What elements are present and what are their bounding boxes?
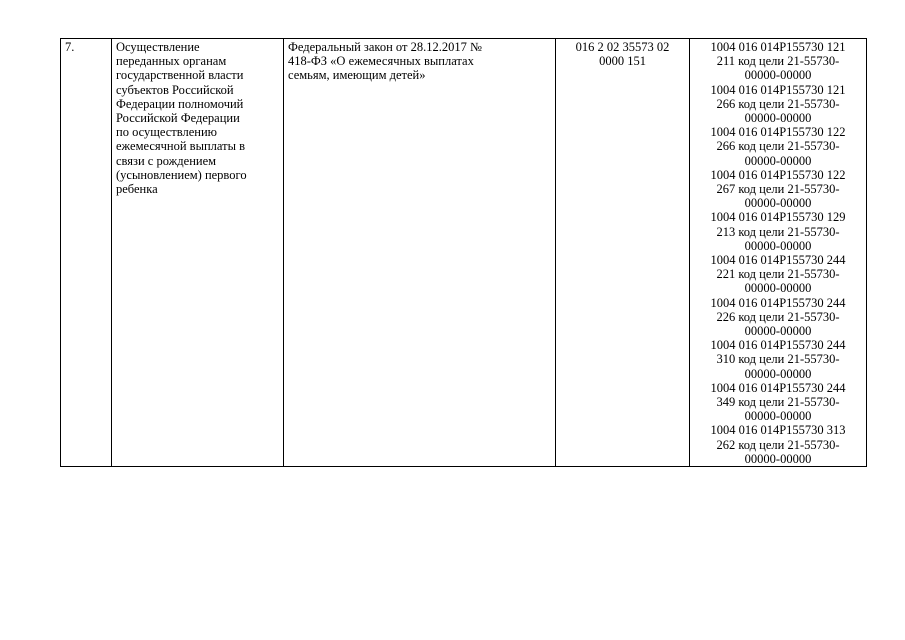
budget-code-line: 266 код цели 21-55730- [716, 96, 840, 111]
budget-code-line: 00000-00000 [744, 238, 812, 253]
budget-code-line: 221 код цели 21-55730- [716, 267, 840, 282]
table-row [61, 39, 867, 467]
law-line: 418-ФЗ «О ежемесячных выплатах [288, 54, 474, 69]
budget-code-line: 226 код цели 21-55730- [716, 309, 840, 324]
budget-code-line: 1004 016 014P155730 129 [710, 210, 846, 225]
description-line: Осуществление [116, 40, 200, 54]
description-line: переданных органам [116, 54, 227, 69]
budget-code-line: 1004 016 014P155730 244 [710, 253, 846, 268]
budget-code-line: 1004 016 014P155730 244 [710, 295, 846, 310]
kbk-cell [556, 39, 690, 467]
law-line: Федеральный закон от 28.12.2017 № [288, 40, 482, 54]
description-line: (усыновлением) первого [116, 167, 247, 182]
budget-code-line: 1004 016 014P155730 121 [710, 40, 846, 54]
budget-code-line: 1004 016 014P155730 244 [710, 380, 846, 395]
description-line: по осуществлению [116, 125, 217, 140]
budget-code-entry [694, 168, 862, 211]
row-number-cell [61, 39, 112, 467]
budget-code-entry [694, 338, 862, 381]
budget-code-line: 1004 016 014P155730 122 [710, 125, 846, 140]
budget-code-line: 211 код цели 21-55730- [716, 54, 840, 69]
description-line: Российской Федерации [116, 111, 240, 126]
budget-code-line: 1004 016 014P155730 121 [710, 82, 846, 97]
description-line: связи с рождением [116, 153, 217, 168]
budget-code-line: 267 код цели 21-55730- [716, 182, 840, 197]
budget-code-line: 00000-00000 [744, 68, 812, 83]
budget-code-entry [694, 253, 862, 296]
budget-code-line: 00000-00000 [744, 409, 812, 424]
budget-code-line: 00000-00000 [744, 451, 812, 466]
budget-codes-cell [690, 39, 867, 467]
description-line: субъектов Российской [116, 82, 234, 97]
budget-code-line: 349 код цели 21-55730- [716, 395, 840, 410]
budget-code-line: 00000-00000 [744, 153, 812, 168]
budget-code-line: 262 код цели 21-55730- [716, 437, 840, 452]
budget-code-line: 00000-00000 [744, 324, 812, 339]
row-number: 7. [65, 40, 75, 54]
budget-code-line: 1004 016 014P155730 122 [710, 167, 846, 182]
budget-code-line: 1004 016 014P155730 313 [710, 423, 846, 438]
kbk-line: 0000 151 [599, 54, 646, 69]
budget-code-entry [694, 423, 862, 466]
budget-code-line: 00000-00000 [744, 196, 812, 211]
budget-code-line: 310 код цели 21-55730- [716, 352, 840, 367]
description-line: ежемесячной выплаты в [116, 139, 246, 154]
description-line: ребенка [116, 182, 158, 197]
budget-code-entry [694, 40, 862, 83]
budget-code-line: 213 код цели 21-55730- [716, 224, 840, 239]
budget-code-entry [694, 210, 862, 253]
budget-code-line: 00000-00000 [744, 366, 812, 381]
law-cell [284, 39, 556, 467]
law-line: семьям, имеющим детей» [288, 68, 426, 83]
budget-code-line: 266 код цели 21-55730- [716, 139, 840, 154]
document-table [60, 38, 867, 467]
kbk-line: 016 2 02 35573 02 [575, 40, 670, 54]
budget-code-entry [694, 83, 862, 126]
description-line: Федерации полномочий [116, 96, 244, 111]
budget-code-entry [694, 296, 862, 339]
budget-code-entry [694, 381, 862, 424]
budget-code-line: 00000-00000 [744, 281, 812, 296]
budget-code-entry [694, 125, 862, 168]
description-cell [112, 39, 284, 467]
budget-code-line: 1004 016 014P155730 244 [710, 338, 846, 353]
description-line: государственной власти [116, 68, 244, 83]
budget-code-line: 00000-00000 [744, 111, 812, 126]
